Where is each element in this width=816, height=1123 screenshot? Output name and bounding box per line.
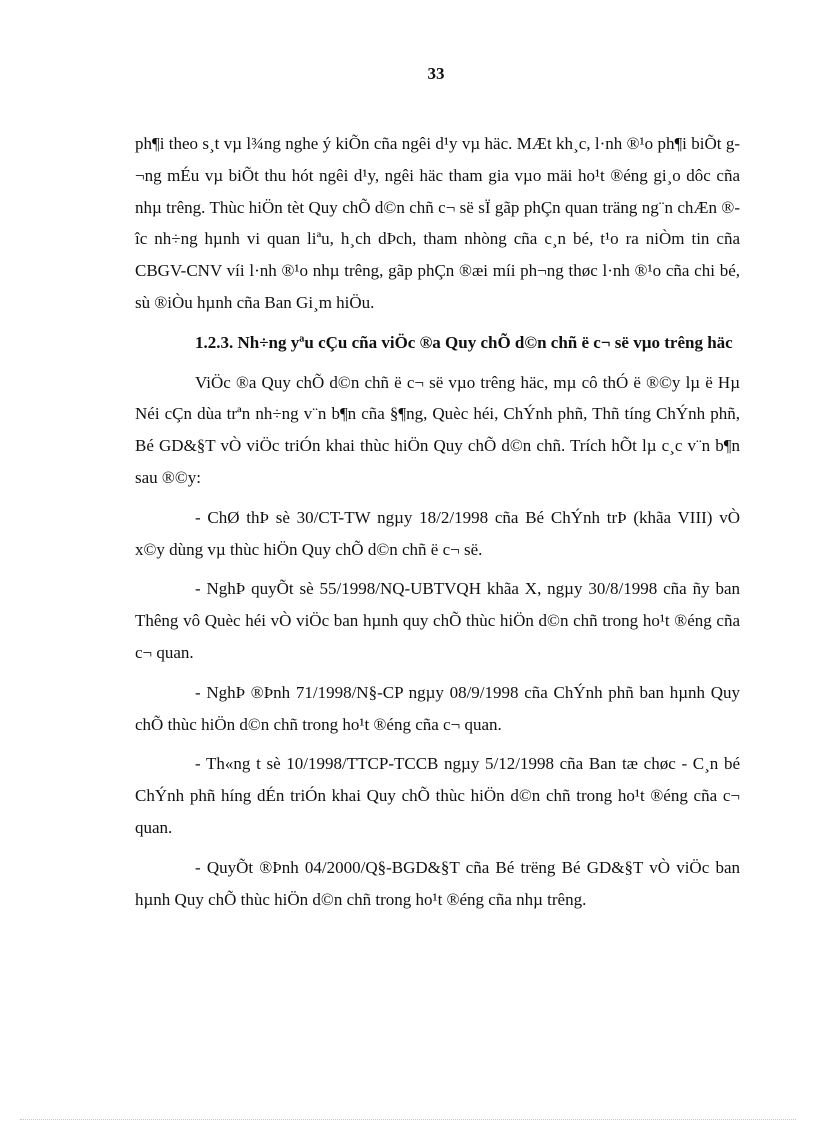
section-heading: 1.2.3. Nh÷ng yªu cÇu cña viÖc ®a Quy chÕ d©n chñ ë c¬ së vµo trêng häc bbox=[195, 332, 733, 352]
list-item: - Th«ng t sè 10/1998/TTCP-TCCB ngµy 5/12/1998 cña Ban tæ chøc - C¸n bé ChÝnh phñ híng dÉn triÓn khai Quy chÕ thùc hiÖn d©n chñ trong ho¹t ®éng cña c¬ quan. bbox=[135, 754, 740, 837]
page-number: 33 bbox=[427, 64, 445, 83]
list-item: - ChØ thÞ sè 30/CT-TW ngµy 18/2/1998 cña Bé ChÝnh trÞ (khãa VIII) vÒ x©y dùng vµ thùc hiÖn Quy chÕ d©n chñ ë c¬ së. bbox=[135, 507, 740, 559]
paragraph: ph¶i theo s¸t vµ l¾ng nghe ý kiÕn cña ngêi d¹y vµ häc. MÆt kh¸c, l·nh ®¹o ph¶i biÕt g¬ng mÉu vµ biÕt thu hót ngêi d¹y, ngêi häc tham gia vµo mäi ho¹t ®éng gi¸o dôc cña nhµ trêng. Thùc hiÖn tèt Quy chÕ d©n chñ c¬ së sÏ gãp phÇn quan träng ng¨n chÆn ®îc nh÷ng hµnh vi quan liªu, h¸ch dÞch, tham nhòng cña c¸n bé, t¹o ra niÒm tin cña CBGV-CNV víi l·nh ®¹o nhµ trêng, gãp phÇn ®æi míi ph¬ng thøc l·nh ®¹o cña chi bé, sù ®iÒu hµnh cña Ban Gi¸m hiÖu. bbox=[135, 134, 740, 312]
paragraph: ViÖc ®a Quy chÕ d©n chñ ë c¬ së vµo trêng häc, mµ cô thÓ ë ®©y lµ ë Hµ Néi cÇn dùa trªn nh÷ng v¨n b¶n cña §¶ng, Quèc héi, ChÝnh phñ, Thñ tíng ChÝnh phñ, Bé GD&§T vÒ viÖc triÓn khai thùc hiÖn Quy chÕ d©n chñ. Trích hÕt lµ c¸c v¨n b¶n sau ®©y: bbox=[135, 372, 740, 487]
list-item: - NghÞ quyÕt sè 55/1998/NQ-UBTVQH khãa X, ngµy 30/8/1998 cña ñy ban Thêng vô Quèc héi vÒ viÖc ban hµnh quy chÕ thùc hiÖn d©n chñ trong ho¹t ®éng cña c¬ quan. bbox=[135, 579, 740, 662]
list-item: - QuyÕt ®Þnh 04/2000/Q§-BGD&§T cña Bé trëng Bé GD&§T vÒ viÖc ban hµnh Quy chÕ thùc hiÖn d©n chñ trong ho¹t ®éng cña nhµ trêng. bbox=[135, 857, 740, 909]
list-item: - NghÞ ®Þnh 71/1998/N§-CP ngµy 08/9/1998 cña ChÝnh phñ ban hµnh Quy chÕ thùc hiÖn d©n chñ trong ho¹t ®éng cña c¬ quan. bbox=[135, 682, 740, 734]
document-body bbox=[135, 128, 740, 923]
page-bottom-divider bbox=[20, 1119, 796, 1120]
